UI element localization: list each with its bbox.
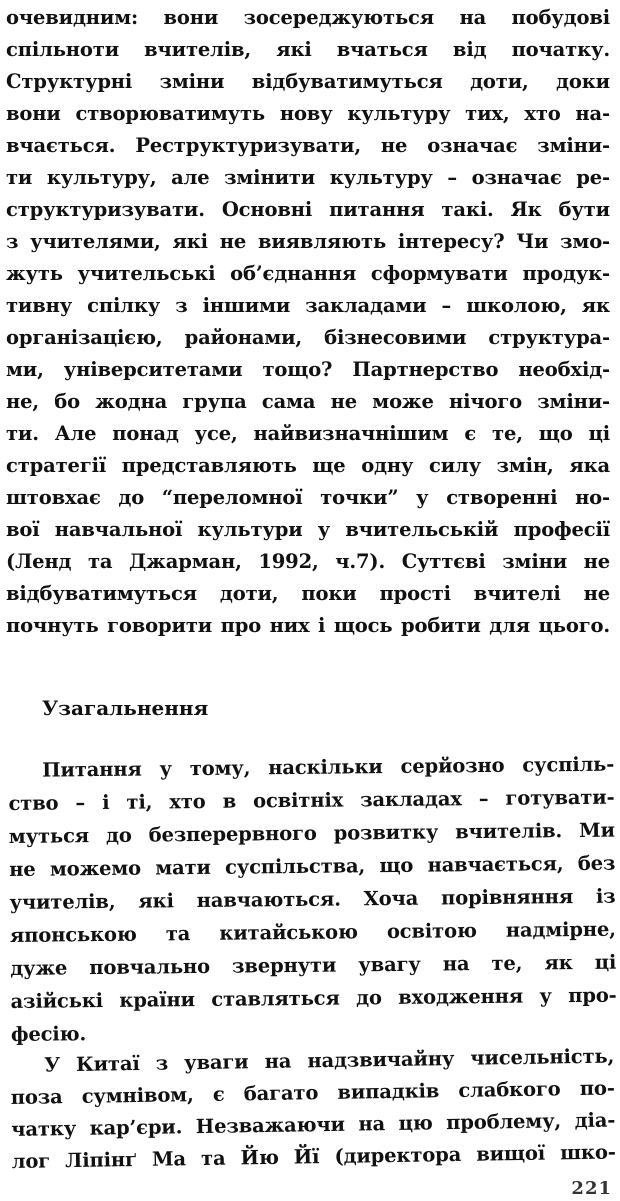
text-line: японською та китайською освітою надмірне,: [9, 917, 616, 947]
text-line: учителів, які навчаються. Хоча порівняння із: [9, 884, 616, 914]
paragraph-3: [10, 1041, 616, 1178]
text-line: не можемо мати суспільства, що навчається, без: [9, 851, 616, 881]
text-line: чатку кар’єри. Незважаючи на цю проблему, діа-: [11, 1108, 616, 1141]
text-line: ти культуру, але змінити культуру – означає ре-: [6, 166, 610, 189]
text-line: поза сумнівом, є багато випадків слабкого по-: [10, 1076, 615, 1109]
text-line: спільноти вчителів, які вчаться від початку.: [6, 38, 610, 61]
text-line: дуже повчально звернути увагу на те, як ці: [10, 950, 617, 980]
text-line: муться до безперервного розвитку вчителів. Ми: [8, 818, 615, 848]
text-line: стратегії представляють ще одну силу змін, яка: [6, 454, 610, 477]
text-line: ми, університетами тощо? Партнерство необхід-: [6, 358, 610, 381]
text-line: вчається. Реструктуризувати, не означає зміни-: [6, 134, 610, 157]
text-line: лог Ліпінґ Ма та Йю Йї (директора вищої шко-: [11, 1140, 616, 1173]
text-line: ти. Але понад усе, найвизначнішим є те, що ці: [6, 422, 610, 445]
text-line: ство – і ті, хто в освітніх закладах – готувати-: [8, 785, 615, 815]
text-line: вони створюватимуть нову культуру тих, хто на-: [6, 102, 610, 125]
section-heading: Узагальнення: [42, 696, 209, 720]
text-line: У Китаї з уваги на надзвичайну чисельність,: [44, 1044, 615, 1077]
text-line: жуть учительські об’єднання сформувати продук-: [6, 262, 610, 285]
page-number: 221: [571, 1178, 612, 1199]
paragraph-2: [8, 748, 617, 1051]
text-line: (Ленд та Джарман, 1992, ч.7). Суттєві зміни не: [6, 550, 610, 573]
text-line: Питання у тому, наскільки серйозно суспіль-: [42, 752, 615, 782]
text-line: почнуть говорити про них і щось робити для цього.: [6, 614, 610, 637]
text-line: штовхає до “переломної точки” у створенні но-: [6, 486, 610, 509]
text-line: фесію.: [10, 1022, 87, 1046]
text-line: азійські країни ставляться до входження у про-: [10, 983, 617, 1013]
text-line: з учителями, які не виявляють інтересу? Чи змо-: [6, 230, 610, 253]
paragraph-1: [6, 2, 610, 642]
text-line: відбуватимуться доти, поки прості вчителі не: [6, 582, 610, 605]
text-line: не, бо жодна група сама не може нічого зміни-: [6, 390, 610, 413]
text-line: очевидним: вони зосереджуються на побудові: [6, 6, 610, 29]
text-line: Структурні зміни відбуватимуться доти, доки: [6, 70, 610, 93]
text-line: тивну спілку з іншими закладами – школою, як: [6, 294, 610, 317]
text-line: організацією, районами, бізнесовими структура-: [6, 326, 610, 349]
text-line: вої навчальної культури у вчительській професії: [6, 518, 610, 541]
text-line: структуризувати. Основні питання такі. Як бути: [6, 198, 610, 221]
